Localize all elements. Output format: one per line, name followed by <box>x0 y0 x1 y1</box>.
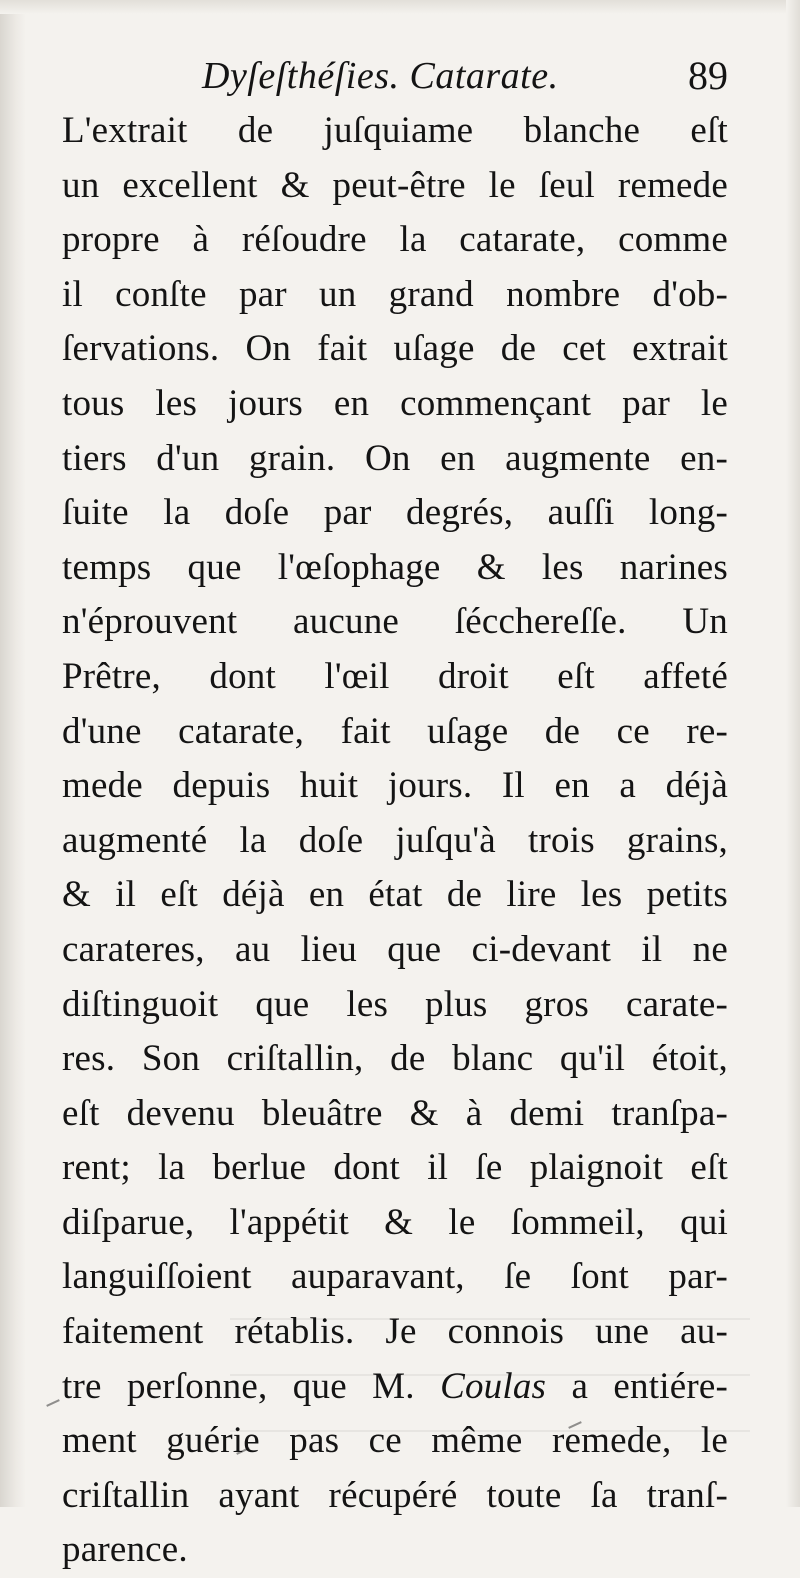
text-line: languiſſoient auparavant, ſe ſont par- <box>62 1256 728 1298</box>
text-line: ſuite la doſe par degrés, auſſi long- <box>62 492 728 534</box>
text-segment: a entiére- <box>571 1365 728 1407</box>
text-line: diſtinguoit que les plus gros carate- <box>62 983 728 1025</box>
text-line <box>62 1360 728 1415</box>
text-line: res. Son criſtallin, de blanc qu'il étoit, <box>62 1038 728 1080</box>
text-line: il conſte par un grand nombre d'ob- <box>62 273 728 315</box>
page-number: 89 <box>688 53 728 98</box>
page-edge-shadow-top <box>0 0 800 14</box>
text-line: tiers d'un grain. On en augmente en- <box>62 437 728 479</box>
text-line: diſparue, l'appétit & le ſommeil, qui <box>62 1201 728 1243</box>
text-line: parence. <box>62 1529 188 1571</box>
person-name-italic: Coulas <box>440 1365 547 1407</box>
text-line: & il eſt déjà en état de lire les petits <box>62 874 728 916</box>
text-line: Prêtre, dont l'œil droit eſt affeté <box>62 655 728 697</box>
text-line: un excellent & peut-être le ſeul remede <box>62 164 728 206</box>
text-segment: tre perſonne, que M. <box>62 1365 415 1407</box>
text-line: L'extrait de juſquiame blanche eſt <box>62 110 728 151</box>
text-line: criſtallin ayant récupéré toute ſa tranſ- <box>62 1474 728 1516</box>
text-line: tous les jours en commençant par le <box>62 382 728 424</box>
text-line: mede depuis huit jours. Il en a déjà <box>62 765 728 807</box>
text-line: ment guérie pas ce même remede, le <box>62 1420 728 1462</box>
page-header <box>60 52 728 100</box>
text-line: carateres, au lieu que ci-devant il ne <box>62 928 728 970</box>
text-line: d'une catarate, fait uſage de ce re- <box>62 710 728 752</box>
body-text <box>62 104 728 1578</box>
ink-speck <box>46 1399 60 1407</box>
page-edge-shadow-right <box>786 0 800 1507</box>
text-line: augmenté la doſe juſqu'à trois grains, <box>62 819 728 861</box>
text-line: n'éprouvent aucune ſécchereſſe. Un <box>62 601 728 643</box>
text-line: temps que l'œſophage & les narines <box>62 546 728 588</box>
text-line: faitement rétablis. Je connois une au- <box>62 1311 728 1353</box>
text-line: eſt devenu bleuâtre & à demi tranſpa- <box>62 1092 728 1134</box>
text-line: ſervations. On fait uſage de cet extrait <box>62 328 728 370</box>
running-head: Dyſeſthéſies. Catarate. <box>202 55 559 97</box>
text-line: propre à réſoudre la catarate, comme <box>62 219 728 261</box>
page-edge-shadow-left <box>0 0 26 1507</box>
text-line: rent; la berlue dont il ſe plaignoit eſt <box>62 1147 728 1189</box>
